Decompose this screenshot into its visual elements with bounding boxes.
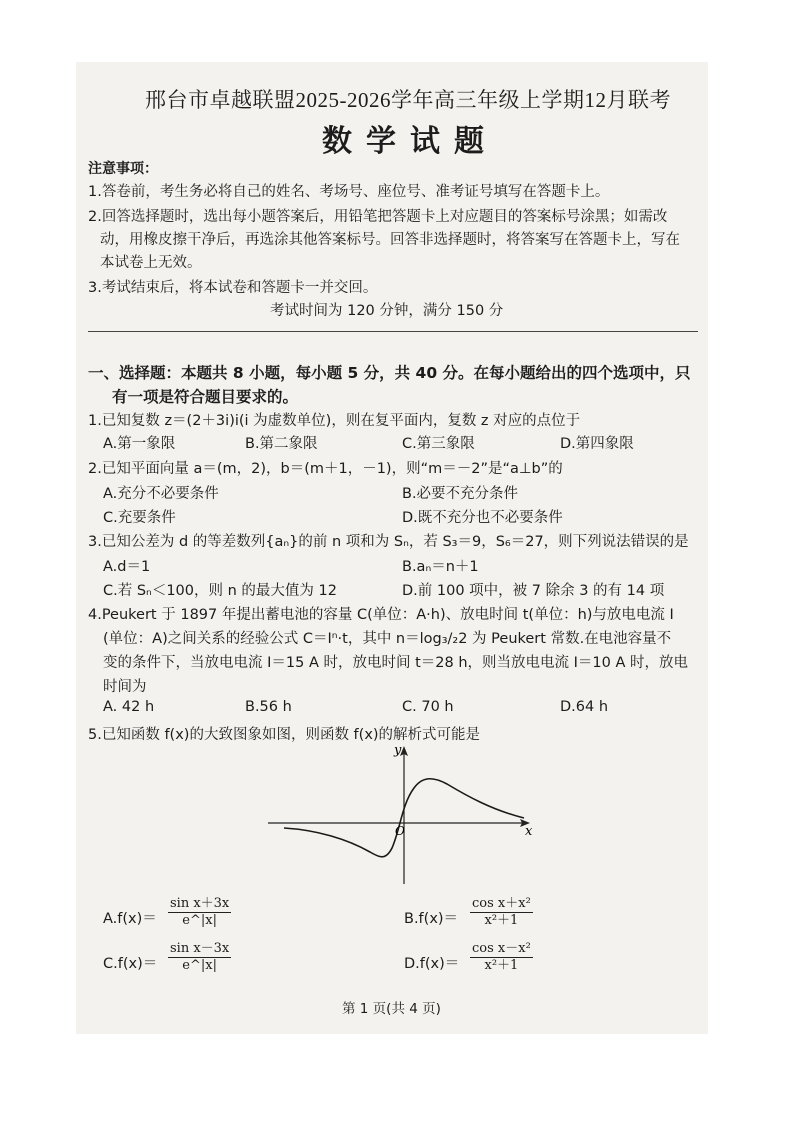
q5-stem: 5.已知函数 f(x)的大致图象如图，则函数 f(x)的解析式可能是	[88, 727, 481, 743]
function-graph	[262, 744, 542, 886]
q5-option-c-denominator: e^|x|	[182, 958, 217, 974]
section-heading-line-1: 一、选择题：本题共 8 小题，每小题 5 分，共 40 分。在每小题给出的四个选项中，只	[88, 364, 691, 382]
q4-stem-line-4: 时间为	[103, 679, 147, 695]
notice-item-3: 3.考试结束后，将本试卷和答题卡一并交回。	[88, 280, 378, 296]
notice-item-1: 1.答卷前，考生务必将自己的姓名、考场号、座位号、准考证号填写在答题卡上。	[88, 184, 610, 200]
q1-option-d: D.第四象限	[560, 436, 634, 452]
q5-option-c-numerator: sin x－3x	[168, 941, 231, 958]
notice-item-2-line-2: 动，用橡皮擦干净后，再选涂其他答案标号。回答非选择题时，将答案写在答题卡上，写在	[100, 232, 680, 248]
divider	[88, 331, 698, 332]
q3-option-b: B.aₙ＝n＋1	[402, 559, 479, 575]
q5-option-d-label: D.f(x)＝	[404, 956, 460, 972]
q5-option-c-label: C.f(x)＝	[103, 956, 158, 972]
q1-option-b: B.第二象限	[245, 436, 318, 452]
q1-stem: 1.已知复数 z＝(2＋3i)i(i 为虚数单位)，则在复平面内，复数 z 对应的点位于	[88, 413, 581, 429]
q5-option-a-numerator: sin x＋3x	[168, 896, 231, 913]
q2-option-a: A.充分不必要条件	[103, 486, 219, 502]
q2-stem: 2.已知平面向量 a＝(m，2)，b＝(m＋1，－1)，则“m＝－2”是“a⊥b”的	[88, 461, 563, 477]
y-axis-label: y	[394, 744, 402, 758]
q5-option-c-fraction	[168, 941, 231, 975]
q4-stem-line-1: 4.Peukert 于 1897 年提出蓄电池的容量 C(单位：A·h)、放电时间 t(单位：h)与放电电流 I	[88, 607, 674, 623]
subject-title: 数学试题	[322, 124, 498, 159]
page-footer: 第 1 页(共 4 页)	[342, 1001, 441, 1017]
notice-item-2-line-3: 本试卷上无效。	[100, 255, 202, 271]
q5-option-d-fraction	[470, 941, 533, 975]
notice-item-2-line-1: 2.回答选择题时，选出每小题答案后，用铅笔把答题卡上对应题目的答案标号涂黑；如需改	[88, 209, 668, 225]
q1-option-a: A.第一象限	[103, 436, 176, 452]
exam-time-info: 考试时间为 120 分钟，满分 150 分	[270, 303, 504, 319]
notice-heading: 注意事项：	[88, 161, 158, 177]
q4-option-d: D.64 h	[560, 699, 609, 715]
q3-option-a: A.d＝1	[103, 559, 151, 575]
q2-option-c: C.充要条件	[103, 510, 176, 526]
q5-option-a-label: A.f(x)＝	[103, 911, 157, 927]
q1-option-c: C.第三象限	[402, 436, 475, 452]
q4-option-a: A. 42 h	[103, 699, 155, 715]
q5-option-b-numerator: cos x＋x²	[470, 896, 533, 913]
origin-label: O	[395, 824, 405, 838]
q3-option-d: D.前 100 项中，被 7 除余 3 的有 14 项	[402, 583, 665, 599]
q2-option-d: D.既不充分也不必要条件	[402, 510, 563, 526]
q2-option-b: B.必要不充分条件	[402, 486, 519, 502]
q4-option-b: B.56 h	[245, 699, 292, 715]
q5-option-b-label: B.f(x)＝	[404, 911, 459, 927]
q5-option-d-numerator: cos x－x²	[470, 941, 533, 958]
q4-stem-line-3: 变的条件下，当放电电流 I＝15 A 时，放电时间 t＝28 h，则当放电电流 I＝10 A 时，放电	[103, 655, 688, 671]
q4-option-c: C. 70 h	[402, 699, 454, 715]
q5-option-a-fraction	[168, 896, 231, 930]
q3-option-c: C.若 Sₙ＜100，则 n 的最大值为 12	[103, 583, 337, 599]
section-heading-line-2: 有一项是符合题目要求的。	[112, 388, 299, 406]
q5-option-b-denominator: x²＋1	[484, 913, 519, 929]
q3-stem: 3.已知公差为 d 的等差数列{aₙ}的前 n 项和为 Sₙ，若 S₃＝9，S₆＝27，则下列说法错误的是	[88, 534, 689, 550]
q5-option-d-denominator: x²＋1	[484, 958, 519, 974]
x-axis-label: x	[525, 824, 533, 839]
q5-option-b-fraction	[470, 896, 533, 930]
q5-option-a-denominator: e^|x|	[182, 913, 217, 929]
exam-title: 邢台市卓越联盟2025-2026学年高三年级上学期12月联考	[145, 88, 671, 112]
q4-stem-line-2: (单位：A)之间关系的经验公式 C＝Iⁿ·t，其中 n＝log₃/₂2 为 Peukert 常数.在电池容量不	[103, 631, 672, 647]
